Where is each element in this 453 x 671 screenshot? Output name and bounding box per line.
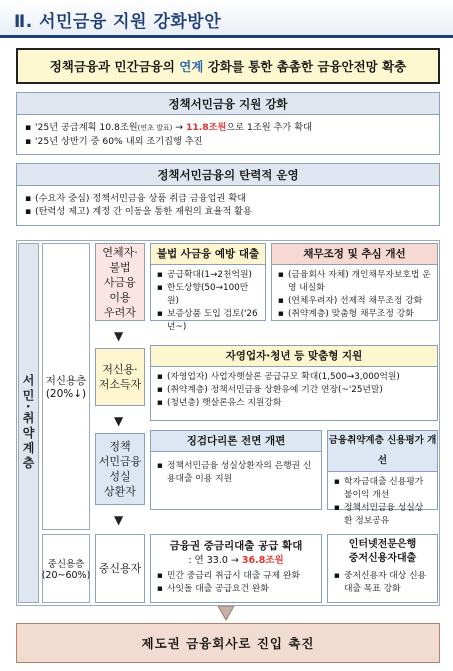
down-arrow-icon: ▼ [114, 329, 124, 343]
list-item: ▪ 정책서민금융 성실상환자의 은행권 신용대출 이용 지원 [157, 461, 312, 484]
flex-bullet-2: ▪ (탄력성 제고) 계정 간 이동을 통한 재원의 효율적 활용 [25, 206, 252, 217]
list-item: ▪ (연체우려자) 선제적 채무조정 강화 [278, 296, 423, 306]
list-item: ▪ 민간 중금리 취급시 대출 규제 완화 [157, 571, 300, 581]
target-low-income: 저신용· 저소득자 [95, 348, 145, 406]
stepping-loan-title: 징검다리론 전면 개편 [151, 431, 321, 452]
mid-rate-loan-title: 금융권 중금리대출 공급 확대 [169, 540, 303, 552]
down-arrow-icon [214, 606, 238, 622]
target-delinquent: 연체자· 불법 사금융 이용 우려자 [95, 243, 145, 321]
list-item: ▪ (자영업자) 사업자햇살론 공급규모 확대(1,500→3,000억원) [157, 372, 400, 382]
list-item: ▪ 사잇돌 대출 공급요건 완화 [157, 584, 269, 594]
headline-pre: 정책금융과 민간금융의 [49, 59, 180, 74]
illegal-loan-title: 불법 사금융 예방 대출 [151, 244, 265, 265]
headline-highlight: 연계 [179, 59, 204, 74]
credit-evaluation-box [327, 430, 438, 526]
down-arrow-icon: ▼ [114, 513, 124, 527]
debt-adjustment-box [271, 243, 438, 321]
illegal-loan-box [150, 243, 266, 332]
mid-credit-group: 중신용층 (20~60%) [42, 534, 90, 603]
custom-support-title: 자영업자·청년 등 맞춤형 지원 [151, 346, 437, 367]
low-credit-group: 저신용층 (20%↓) [42, 243, 90, 530]
list-item: ▪ (취약계층) 맞춤형 채무조정 강화 [278, 309, 414, 319]
policy-section-body [16, 115, 440, 155]
credit-evaluation-title: 금융취약계층 신용평가 개선 [328, 431, 437, 472]
down-arrow-icon: ▼ [114, 414, 124, 428]
list-item: ▪ 학자금대출 신용평가 불이익 개선 [334, 477, 424, 500]
flex-bullet-1: ▪ (수요자 중심) 정책서민금융 상품 취급 금융업권 확대 [25, 193, 247, 204]
list-item: ▪ (금융회사 자체) 개인채무자보호법 운영 내실화 [278, 270, 431, 293]
list-item: ▪ 정책서민금융 성실상환 정보공유 [334, 503, 424, 526]
list-item: ▪ 보증상품 도입 검토('26년~) [157, 309, 258, 332]
target-mid-credit: 중신용자 [95, 534, 145, 603]
internet-bank-box [327, 534, 438, 603]
list-item: ▪ (청년층) 햇살론유스 지원강화 [157, 398, 282, 408]
policy-bullet-2: ▪ '25년 상반기 중 60% 내외 조기집행 추진 [25, 136, 203, 147]
footer-banner: 제도권 금융회사로 진입 촉진 [16, 623, 440, 663]
internet-bank-title: 인터넷전문은행 중저신용자대출 [348, 539, 417, 564]
custom-support-box [150, 345, 438, 421]
mid-rate-loan-box [150, 534, 322, 603]
list-item: ▪ (취약계층) 정책서민금융 상환유예 기간 연장(~'25년말) [157, 385, 383, 395]
debt-adjustment-title: 채무조정 및 추심 개선 [272, 244, 437, 265]
list-item: ▪ 중저신용자 대상 신용대출 목표 강화 [334, 571, 427, 594]
policy-section-title: 정책서민금융 지원 강화 [16, 92, 440, 115]
target-good-repayer: 정책 서민금융 성실 상환자 [95, 433, 145, 505]
mid-rate-loan-amount: : 연 33.0 → 36.8조원 [188, 555, 284, 566]
policy-bullet-1: ▪ '25년 공급계획 10.8조원(연초 발표) → 11.8조원으로 1조원 추가 확대 [25, 122, 312, 133]
side-label-column: 서민·취약계층 [18, 243, 39, 603]
flex-section-body [16, 186, 440, 226]
stepping-loan-box [150, 430, 322, 510]
list-item: ▪ 공급확대(1→2천억원) [157, 270, 252, 280]
headline-box [16, 48, 440, 84]
headline-post: 강화를 통한 촘촘한 금융안전망 확충 [203, 59, 407, 74]
flex-section-title: 정책서민금융의 탄력적 운영 [16, 163, 440, 186]
list-item: ▪ 한도상향(50→100만원) [157, 283, 249, 306]
page-title: Ⅱ. 서민금융 지원 강화방안 [14, 12, 222, 32]
